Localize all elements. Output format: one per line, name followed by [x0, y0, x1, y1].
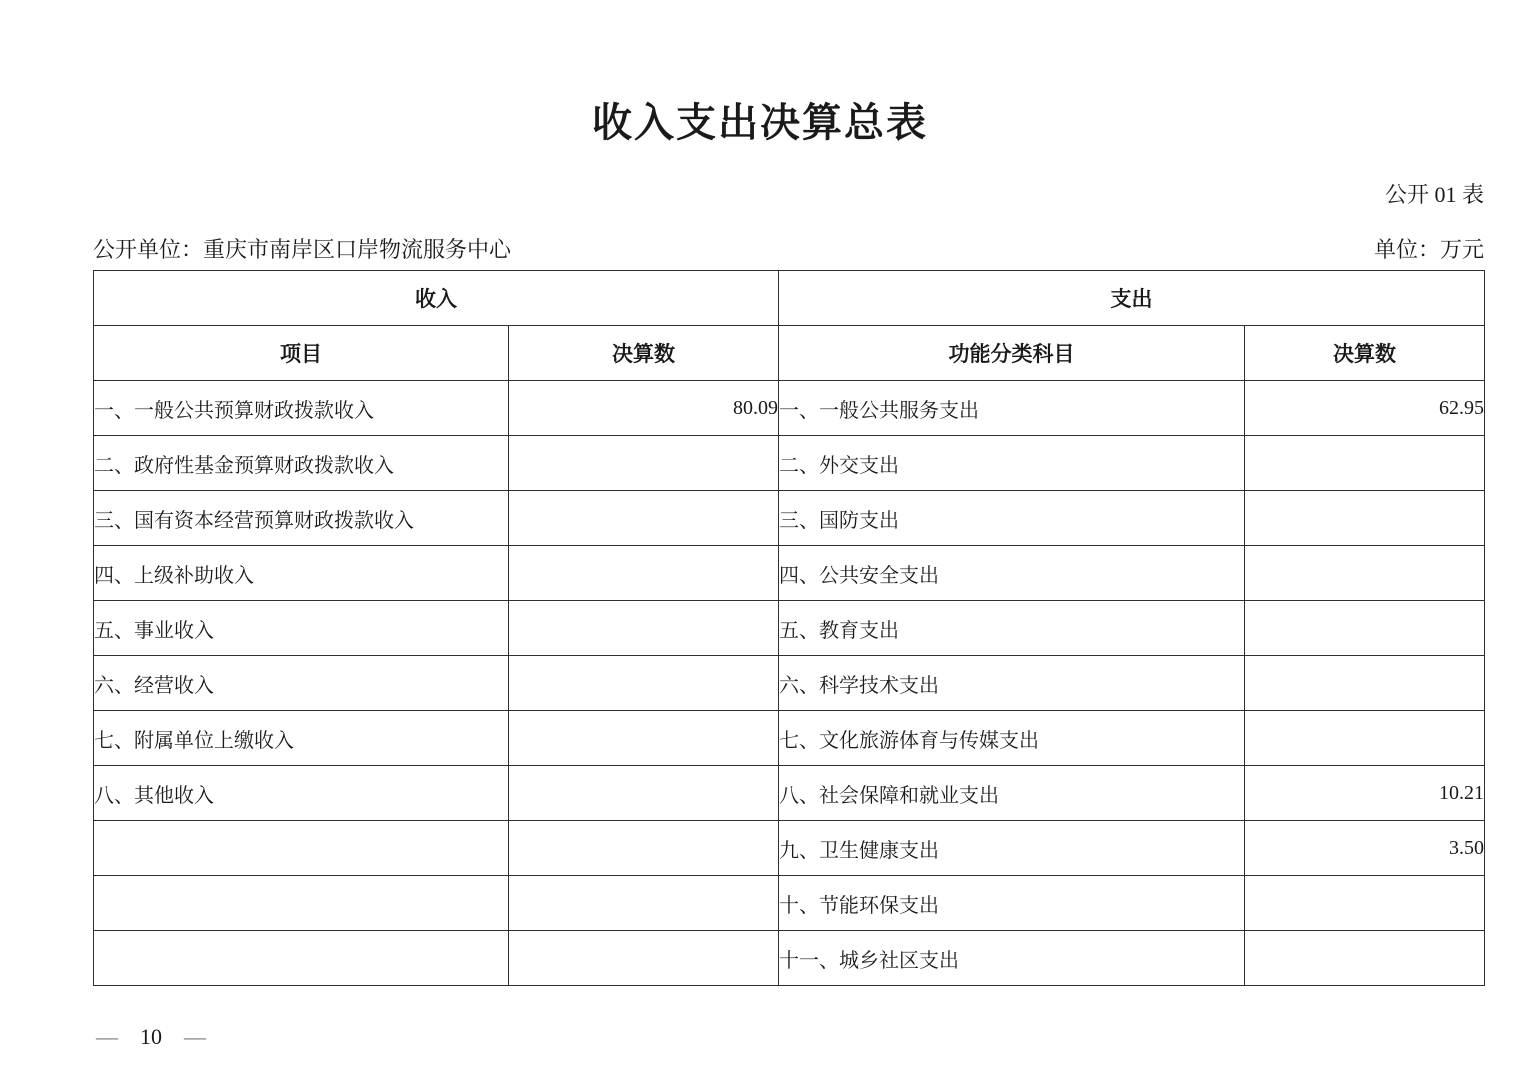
income-item-cell: 七、附属单位上缴收入 — [94, 711, 509, 766]
income-value-header: 决算数 — [509, 326, 779, 381]
expense-value-cell — [1245, 546, 1485, 601]
section-header-row — [94, 271, 1485, 326]
table-row — [94, 381, 1485, 436]
income-value-cell — [509, 821, 779, 876]
column-header-row — [94, 326, 1485, 381]
income-section-header: 收入 — [94, 271, 779, 326]
footer-dash-left: — — [96, 1024, 118, 1049]
expense-item-cell: 十、节能环保支出 — [779, 876, 1245, 931]
income-item-cell — [94, 821, 509, 876]
expense-item-cell: 九、卫生健康支出 — [779, 821, 1245, 876]
expense-value-cell — [1245, 601, 1485, 656]
expense-item-cell: 八、社会保障和就业支出 — [779, 766, 1245, 821]
income-item-cell: 五、事业收入 — [94, 601, 509, 656]
expense-item-cell: 七、文化旅游体育与传媒支出 — [779, 711, 1245, 766]
income-item-cell: 一、一般公共预算财政拨款收入 — [94, 381, 509, 436]
expense-value-cell — [1245, 711, 1485, 766]
table-code-label: 公开 01 表 — [1384, 182, 1484, 207]
publisher-label: 公开单位：重庆市南岸区口岸物流服务中心 — [93, 237, 512, 262]
table-row — [94, 656, 1485, 711]
expense-item-header: 功能分类科目 — [779, 326, 1245, 381]
table-row — [94, 546, 1485, 601]
expense-value-cell — [1245, 436, 1485, 491]
table-row — [94, 491, 1485, 546]
expense-item-cell: 十一、城乡社区支出 — [779, 931, 1245, 986]
income-value-cell — [509, 876, 779, 931]
footer-dash-right: — — [184, 1024, 206, 1049]
table-row — [94, 711, 1485, 766]
table-row — [94, 876, 1485, 931]
page-title: 收入支出决算总表 — [592, 100, 928, 145]
expense-item-cell: 二、外交支出 — [779, 436, 1245, 491]
expense-value-header: 决算数 — [1245, 326, 1485, 381]
unit-label: 单位：万元 — [1373, 237, 1484, 262]
income-item-cell: 八、其他收入 — [94, 766, 509, 821]
expense-value-cell — [1245, 491, 1485, 546]
expense-value-cell: 10.21 — [1245, 766, 1485, 821]
income-item-cell — [94, 876, 509, 931]
expense-value-cell — [1245, 931, 1485, 986]
expense-value-cell: 62.95 — [1245, 381, 1485, 436]
page-number-footer — [96, 1024, 206, 1050]
income-item-cell: 四、上级补助收入 — [94, 546, 509, 601]
accounts-table — [93, 270, 1485, 986]
expense-value-cell — [1245, 876, 1485, 931]
expense-item-cell: 三、国防支出 — [779, 491, 1245, 546]
income-value-cell — [509, 491, 779, 546]
expense-item-cell: 六、科学技术支出 — [779, 656, 1245, 711]
income-value-cell — [509, 711, 779, 766]
expense-item-cell: 五、教育支出 — [779, 601, 1245, 656]
income-value-cell — [509, 436, 779, 491]
meta-row — [93, 236, 1484, 265]
table-row — [94, 821, 1485, 876]
income-item-cell: 二、政府性基金预算财政拨款收入 — [94, 436, 509, 491]
table-row — [94, 436, 1485, 491]
expense-item-cell: 四、公共安全支出 — [779, 546, 1245, 601]
income-item-cell: 三、国有资本经营预算财政拨款收入 — [94, 491, 509, 546]
income-value-cell — [509, 656, 779, 711]
income-item-cell: 六、经营收入 — [94, 656, 509, 711]
income-item-cell — [94, 931, 509, 986]
income-value-cell — [509, 766, 779, 821]
table-row — [94, 931, 1485, 986]
footer-page-number: 10 — [140, 1024, 162, 1049]
income-value-cell — [509, 931, 779, 986]
income-item-header: 项目 — [94, 326, 509, 381]
expense-section-header: 支出 — [779, 271, 1485, 326]
income-value-cell — [509, 601, 779, 656]
income-value-cell — [509, 546, 779, 601]
expense-value-cell: 3.50 — [1245, 821, 1485, 876]
table-row — [94, 766, 1485, 821]
expense-item-cell: 一、一般公共服务支出 — [779, 381, 1245, 436]
table-body — [94, 381, 1485, 986]
table-row — [94, 601, 1485, 656]
expense-value-cell — [1245, 656, 1485, 711]
income-value-cell: 80.09 — [509, 381, 779, 436]
